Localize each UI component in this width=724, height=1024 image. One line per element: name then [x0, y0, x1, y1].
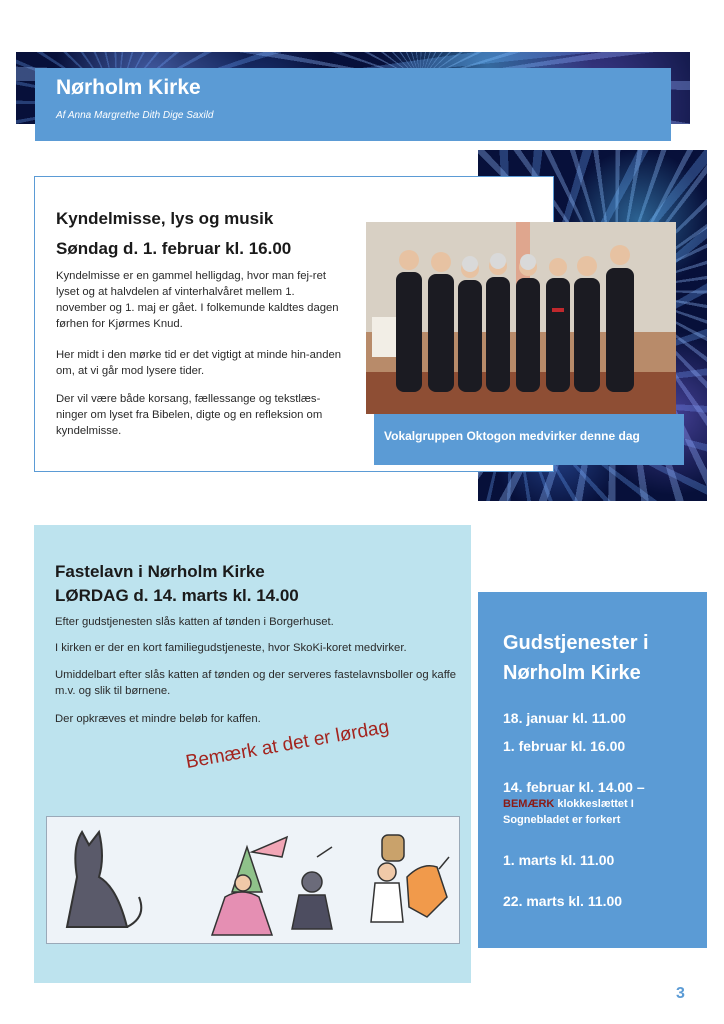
byline: Af Anna Margrethe Dith Dige Saxild [56, 110, 214, 121]
page-number: 3 [676, 985, 685, 1002]
schedule-item: 1. marts kl. 11.00 [503, 852, 615, 868]
section2-paragraph: Efter gudstjenesten slås katten af tønden i Borgerhuset. [55, 616, 334, 628]
section2-paragraph: Der opkræves et mindre beløb for kaffen. [55, 713, 261, 725]
photo-caption: Vokalgruppen Oktogon medvirker denne dag [384, 429, 640, 443]
schedule-item: 18. januar kl. 11.00 [503, 710, 626, 726]
saturday-remark: Bemærk at det er lørdag [184, 716, 391, 774]
section1-paragraph: Her midt i den mørke tid er det vigtigt at minde hin-anden om, at vi går mod lysere tider. [56, 349, 342, 377]
schedule-item: 22. marts kl. 11.00 [503, 893, 623, 909]
section2-paragraph: Umiddelbart efter slås katten af tønden og der serveres fastelavnsboller og kaffe m.v. og slik til børnene. [55, 669, 457, 697]
fastelavn-cartoon [46, 816, 460, 944]
schedule-item: 1. februar kl. 16.00 [503, 738, 626, 754]
choir-illustration [366, 222, 676, 414]
fastelavn-illustration [47, 817, 459, 943]
section1-date: Søndag d. 1. februar kl. 16.00 [56, 239, 292, 258]
choir-photo [366, 222, 676, 414]
schedule-note [503, 796, 693, 828]
page-title: Nørholm Kirke [56, 76, 201, 99]
section2-date: LØRDAG d. 14. marts kl. 14.00 [55, 586, 299, 605]
section1-heading: Kyndelmisse, lys og musik [56, 209, 274, 228]
schedule-note-text: Sognebladet er forkert [503, 814, 621, 826]
schedule-note-warning: BEMÆRK [503, 798, 555, 810]
schedule-title [503, 628, 649, 688]
schedule-note-text: klokkeslættet I [554, 798, 634, 810]
section2-paragraph: I kirken er der en kort familiegudstjeneste, hvor SkoKi-koret medvirker. [55, 642, 407, 654]
section2-heading: Fastelavn i Nørholm Kirke [55, 562, 265, 581]
schedule-title-line: Gudstjenester i [503, 632, 649, 654]
schedule-title-line: Nørholm Kirke [503, 662, 641, 684]
section1-paragraph: Der vil være både korsang, fællessange og tekstlæs-ninger om lyset fra Bibelen, digte og en refleksion om kyndelmisse. [56, 393, 323, 437]
section1-paragraph: Kyndelmisse er en gammel helligdag, hvor man fej-ret lyset og at halvdelen af vinterhalvåret mellem 1. november og 1. maj er gået. I folkemunde kaldtes dagen førhen for Kjørmes Knud. [56, 270, 339, 330]
schedule-item: 14. februar kl. 14.00 – [503, 779, 645, 795]
